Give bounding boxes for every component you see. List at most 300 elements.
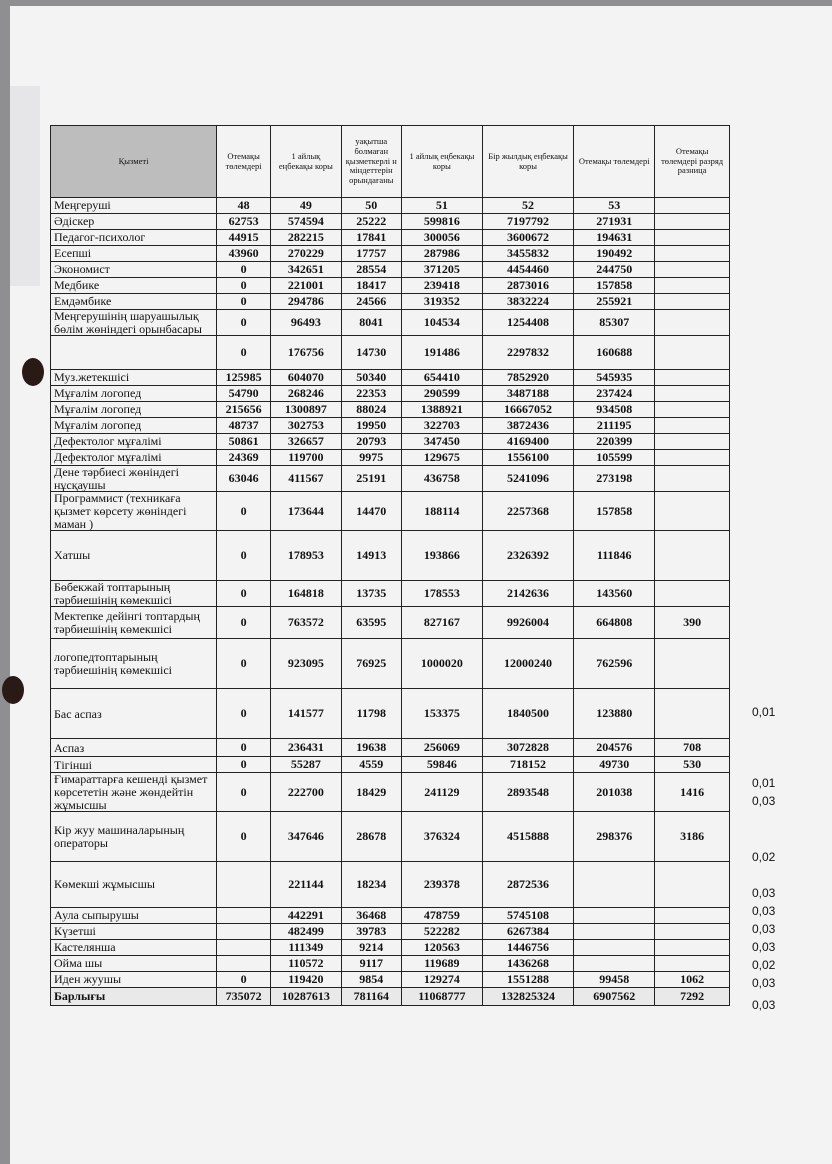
value-cell-c6: 85307 [574, 310, 655, 336]
value-cell-c4: 376324 [401, 812, 482, 862]
position-name-cell: Меңгеруші [51, 198, 217, 214]
value-cell-c1: 0 [217, 310, 271, 336]
position-name-cell: Педагог-психолог [51, 230, 217, 246]
side-value: 0,03 [752, 998, 776, 1012]
side-value: 0,03 [752, 922, 776, 936]
value-cell-c6 [574, 924, 655, 940]
value-cell-c3: 19638 [341, 739, 401, 757]
value-cell-c3: 14470 [341, 492, 401, 531]
value-cell-c7 [655, 262, 730, 278]
column-header-c4: 1 айлық еңбекақы коры [401, 126, 482, 198]
position-name-cell: Аспаз [51, 739, 217, 757]
side-value: 0,02 [752, 958, 776, 972]
value-cell-c5: 6267384 [482, 924, 573, 940]
table-row [51, 370, 730, 386]
value-cell-c4: 188114 [401, 492, 482, 531]
position-name-cell: Мұғалім логопед [51, 418, 217, 434]
value-cell-c2: 294786 [271, 294, 342, 310]
value-cell-c2: 763572 [271, 607, 342, 639]
value-cell-c7: 7292 [655, 988, 730, 1006]
position-name-cell: Есепші [51, 246, 217, 262]
table-row [51, 940, 730, 956]
value-cell-c2: 119420 [271, 972, 342, 988]
value-cell-c3: 19950 [341, 418, 401, 434]
value-cell-c6: 160688 [574, 336, 655, 370]
value-cell-c2: 236431 [271, 739, 342, 757]
value-cell-c3: 20793 [341, 434, 401, 450]
value-cell-c3: 11798 [341, 689, 401, 739]
value-cell-c5: 9926004 [482, 607, 573, 639]
value-cell-c2: 342651 [271, 262, 342, 278]
position-name-cell: Күзетші [51, 924, 217, 940]
value-cell-c4: 599816 [401, 214, 482, 230]
value-cell-c6: 934508 [574, 402, 655, 418]
value-cell-c4: 120563 [401, 940, 482, 956]
value-cell-c7 [655, 230, 730, 246]
value-cell-c6: 211195 [574, 418, 655, 434]
value-cell-c1: 0 [217, 581, 271, 607]
value-cell-c3: 25222 [341, 214, 401, 230]
value-cell-c3: 18234 [341, 862, 401, 908]
value-cell-c2: 574594 [271, 214, 342, 230]
value-cell-c6: 273198 [574, 466, 655, 492]
value-cell-c7 [655, 336, 730, 370]
value-cell-c3: 17841 [341, 230, 401, 246]
value-cell-c1: 44915 [217, 230, 271, 246]
table-row [51, 450, 730, 466]
value-cell-c3: 22353 [341, 386, 401, 402]
value-cell-c5: 7852920 [482, 370, 573, 386]
value-cell-c1: 48 [217, 198, 271, 214]
value-cell-c6: 111846 [574, 531, 655, 581]
value-cell-c3: 24566 [341, 294, 401, 310]
position-name-cell: Мұғалім логопед [51, 386, 217, 402]
value-cell-c1: 215656 [217, 402, 271, 418]
table-row [51, 434, 730, 450]
value-cell-c2: 176756 [271, 336, 342, 370]
value-cell-c1 [217, 908, 271, 924]
value-cell-c4: 290599 [401, 386, 482, 402]
value-cell-c6: 271931 [574, 214, 655, 230]
value-cell-c4: 129274 [401, 972, 482, 988]
value-cell-c5: 2297832 [482, 336, 573, 370]
table-row [51, 294, 730, 310]
value-cell-c5: 2893548 [482, 773, 573, 812]
value-cell-c4: 59846 [401, 757, 482, 773]
value-cell-c5: 3600672 [482, 230, 573, 246]
value-cell-c7 [655, 956, 730, 972]
side-value: 0,03 [752, 904, 776, 918]
value-cell-c2: 1300897 [271, 402, 342, 418]
value-cell-c7 [655, 924, 730, 940]
position-name-cell: Кастелянша [51, 940, 217, 956]
value-cell-c1: 0 [217, 262, 271, 278]
table-row [51, 386, 730, 402]
value-cell-c7: 708 [655, 739, 730, 757]
table-row [51, 230, 730, 246]
value-cell-c6: 190492 [574, 246, 655, 262]
value-cell-c2: 222700 [271, 773, 342, 812]
position-name-cell: Муз.жетекшісі [51, 370, 217, 386]
value-cell-c7 [655, 581, 730, 607]
position-name-cell: Ойма шы [51, 956, 217, 972]
value-cell-c5: 12000240 [482, 639, 573, 689]
value-cell-c2: 923095 [271, 639, 342, 689]
value-cell-c1: 0 [217, 639, 271, 689]
value-cell-c2: 55287 [271, 757, 342, 773]
value-cell-c2: 164818 [271, 581, 342, 607]
table-row [51, 336, 730, 370]
value-cell-c2: 110572 [271, 956, 342, 972]
value-cell-c5: 2257368 [482, 492, 573, 531]
value-cell-c7 [655, 214, 730, 230]
position-name-cell: Дене тәрбиесі жөніндегі нұсқаушы [51, 466, 217, 492]
value-cell-c4: 1000020 [401, 639, 482, 689]
column-header-c5: Бір жылдық еңбекақы коры [482, 126, 573, 198]
value-cell-c7 [655, 862, 730, 908]
value-cell-c3: 39783 [341, 924, 401, 940]
table-row [51, 739, 730, 757]
value-cell-c2: 221144 [271, 862, 342, 908]
table-row [51, 812, 730, 862]
value-cell-c1: 0 [217, 278, 271, 294]
value-cell-c6: 762596 [574, 639, 655, 689]
table-row [51, 972, 730, 988]
value-cell-c7 [655, 450, 730, 466]
value-cell-c7 [655, 198, 730, 214]
value-cell-c1: 24369 [217, 450, 271, 466]
value-cell-c6 [574, 862, 655, 908]
position-name-cell: Хатшы [51, 531, 217, 581]
value-cell-c5: 4515888 [482, 812, 573, 862]
value-cell-c7 [655, 278, 730, 294]
value-cell-c4: 241129 [401, 773, 482, 812]
value-cell-c3: 9854 [341, 972, 401, 988]
value-cell-c7 [655, 940, 730, 956]
value-cell-c3: 8041 [341, 310, 401, 336]
value-cell-c4: 119689 [401, 956, 482, 972]
table-row [51, 773, 730, 812]
value-cell-c3: 9117 [341, 956, 401, 972]
position-name-cell: Әдіскер [51, 214, 217, 230]
page-fold-shadow [10, 86, 40, 286]
table-row [51, 262, 730, 278]
value-cell-c6 [574, 956, 655, 972]
position-name-cell: Программист (техникаға қызмет көрсету жөніндегі маман ) [51, 492, 217, 531]
value-cell-c4: 1388921 [401, 402, 482, 418]
value-cell-c5: 2326392 [482, 531, 573, 581]
value-cell-c5: 1254408 [482, 310, 573, 336]
value-cell-c7 [655, 492, 730, 531]
position-name-cell: Мектепке дейінгі топтардың тәрбиешінің көмекшісі [51, 607, 217, 639]
value-cell-c1 [217, 956, 271, 972]
value-cell-c1: 62753 [217, 214, 271, 230]
table-row [51, 198, 730, 214]
position-name-cell: Меңгерушінің шаруашылық бөлім жөніндегі орынбасары [51, 310, 217, 336]
value-cell-c7 [655, 418, 730, 434]
value-cell-c2: 96493 [271, 310, 342, 336]
position-name-cell: Ғимараттарға кешенді қызмет көрсететін және жөндейтін жұмысшы [51, 773, 217, 812]
value-cell-c1: 0 [217, 607, 271, 639]
value-cell-c2: 268246 [271, 386, 342, 402]
value-cell-c2: 10287613 [271, 988, 342, 1006]
value-cell-c5: 4454460 [482, 262, 573, 278]
value-cell-c6: 664808 [574, 607, 655, 639]
value-cell-c6: 105599 [574, 450, 655, 466]
table-row [51, 862, 730, 908]
value-cell-c5: 3832224 [482, 294, 573, 310]
value-cell-c4: 371205 [401, 262, 482, 278]
value-cell-c5: 1446756 [482, 940, 573, 956]
value-cell-c3: 28678 [341, 812, 401, 862]
value-cell-c3: 18429 [341, 773, 401, 812]
column-header-c7: Отемақы төлемдері разряд разница [655, 126, 730, 198]
value-cell-c7 [655, 294, 730, 310]
value-cell-c4: 11068777 [401, 988, 482, 1006]
value-cell-c4: 478759 [401, 908, 482, 924]
value-cell-c5: 3487188 [482, 386, 573, 402]
value-cell-c1: 50861 [217, 434, 271, 450]
value-cell-c5: 2142636 [482, 581, 573, 607]
value-cell-c1 [217, 924, 271, 940]
value-cell-c5: 3072828 [482, 739, 573, 757]
value-cell-c1: 0 [217, 812, 271, 862]
value-cell-c1: 0 [217, 336, 271, 370]
column-header-c1: Отемақы төлемдері [217, 126, 271, 198]
value-cell-c3: 50340 [341, 370, 401, 386]
position-name-cell: Тігінші [51, 757, 217, 773]
value-cell-c6 [574, 908, 655, 924]
value-cell-c5: 2872536 [482, 862, 573, 908]
table-row [51, 246, 730, 262]
table-row [51, 531, 730, 581]
value-cell-c7: 530 [655, 757, 730, 773]
value-cell-c3: 4559 [341, 757, 401, 773]
value-cell-c3: 9975 [341, 450, 401, 466]
value-cell-c7 [655, 434, 730, 450]
table-row [51, 757, 730, 773]
side-value: 0,01 [752, 776, 776, 790]
position-name-cell: Медбике [51, 278, 217, 294]
value-cell-c6: 123880 [574, 689, 655, 739]
table-row [51, 908, 730, 924]
value-cell-c6: 6907562 [574, 988, 655, 1006]
value-cell-c3: 25191 [341, 466, 401, 492]
value-cell-c4: 153375 [401, 689, 482, 739]
value-cell-c6: 237424 [574, 386, 655, 402]
value-cell-c3: 781164 [341, 988, 401, 1006]
table-row [51, 402, 730, 418]
value-cell-c4: 322703 [401, 418, 482, 434]
total-row [51, 988, 730, 1006]
salary-table [50, 125, 730, 1006]
value-cell-c5: 7197792 [482, 214, 573, 230]
value-cell-c7 [655, 310, 730, 336]
value-cell-c2: 178953 [271, 531, 342, 581]
value-cell-c3: 18417 [341, 278, 401, 294]
value-cell-c7 [655, 531, 730, 581]
value-cell-c2: 119700 [271, 450, 342, 466]
position-name-cell [51, 336, 217, 370]
table-row [51, 689, 730, 739]
value-cell-c1: 125985 [217, 370, 271, 386]
side-value: 0,03 [752, 794, 776, 808]
table-row [51, 418, 730, 434]
value-cell-c1: 63046 [217, 466, 271, 492]
value-cell-c1: 0 [217, 739, 271, 757]
value-cell-c3: 9214 [341, 940, 401, 956]
value-cell-c4: 129675 [401, 450, 482, 466]
value-cell-c3: 14913 [341, 531, 401, 581]
table-row [51, 310, 730, 336]
value-cell-c5: 718152 [482, 757, 573, 773]
position-name-cell: Барлығы [51, 988, 217, 1006]
value-cell-c6: 194631 [574, 230, 655, 246]
table-row [51, 956, 730, 972]
value-cell-c6: 201038 [574, 773, 655, 812]
value-cell-c7 [655, 689, 730, 739]
value-cell-c6: 255921 [574, 294, 655, 310]
value-cell-c2: 442291 [271, 908, 342, 924]
table-row [51, 278, 730, 294]
value-cell-c5: 1556100 [482, 450, 573, 466]
value-cell-c2: 302753 [271, 418, 342, 434]
value-cell-c6: 298376 [574, 812, 655, 862]
punch-hole [22, 358, 44, 386]
value-cell-c7 [655, 370, 730, 386]
position-name-cell: Экономист [51, 262, 217, 278]
table-row [51, 924, 730, 940]
value-cell-c6: 53 [574, 198, 655, 214]
value-cell-c1 [217, 862, 271, 908]
value-cell-c5: 132825324 [482, 988, 573, 1006]
value-cell-c5: 3455832 [482, 246, 573, 262]
side-value: 0,02 [752, 850, 776, 864]
table-row [51, 581, 730, 607]
value-cell-c3: 17757 [341, 246, 401, 262]
value-cell-c5: 5745108 [482, 908, 573, 924]
value-cell-c2: 604070 [271, 370, 342, 386]
value-cell-c3: 13735 [341, 581, 401, 607]
position-name-cell: Иден жуушы [51, 972, 217, 988]
value-cell-c4: 300056 [401, 230, 482, 246]
column-header-c6: Отемақы төлемдері [574, 126, 655, 198]
value-cell-c3: 76925 [341, 639, 401, 689]
value-cell-c2: 482499 [271, 924, 342, 940]
value-cell-c2: 411567 [271, 466, 342, 492]
value-cell-c4: 256069 [401, 739, 482, 757]
value-cell-c4: 436758 [401, 466, 482, 492]
value-cell-c7: 1062 [655, 972, 730, 988]
value-cell-c1: 0 [217, 757, 271, 773]
value-cell-c6: 49730 [574, 757, 655, 773]
side-value: 0,01 [752, 705, 776, 719]
value-cell-c2: 347646 [271, 812, 342, 862]
value-cell-c3: 36468 [341, 908, 401, 924]
value-cell-c6: 157858 [574, 492, 655, 531]
value-cell-c1: 43960 [217, 246, 271, 262]
value-cell-c6: 157858 [574, 278, 655, 294]
side-value: 0,03 [752, 886, 776, 900]
position-name-cell: логопедтоптарының тәрбиешінің көмекшісі [51, 639, 217, 689]
value-cell-c5: 1551288 [482, 972, 573, 988]
position-name-cell: Дефектолог мұғалімі [51, 434, 217, 450]
value-cell-c1: 0 [217, 773, 271, 812]
value-cell-c1: 48737 [217, 418, 271, 434]
value-cell-c2: 141577 [271, 689, 342, 739]
value-cell-c4: 522282 [401, 924, 482, 940]
value-cell-c5: 4169400 [482, 434, 573, 450]
table-row [51, 639, 730, 689]
value-cell-c4: 827167 [401, 607, 482, 639]
value-cell-c5: 1840500 [482, 689, 573, 739]
value-cell-c5: 3872436 [482, 418, 573, 434]
value-cell-c7 [655, 386, 730, 402]
position-name-cell: Дефектолог мұғалімі [51, 450, 217, 466]
value-cell-c7: 1416 [655, 773, 730, 812]
table-row [51, 466, 730, 492]
value-cell-c3: 50 [341, 198, 401, 214]
value-cell-c4: 347450 [401, 434, 482, 450]
column-header-c2: 1 айлық еңбекақы коры [271, 126, 342, 198]
value-cell-c3: 88024 [341, 402, 401, 418]
value-cell-c4: 239378 [401, 862, 482, 908]
value-cell-c5: 16667052 [482, 402, 573, 418]
position-name-cell: Емдәмбике [51, 294, 217, 310]
value-cell-c1: 0 [217, 531, 271, 581]
value-cell-c1: 0 [217, 294, 271, 310]
value-cell-c1: 0 [217, 972, 271, 988]
side-value: 0,03 [752, 976, 776, 990]
value-cell-c3: 28554 [341, 262, 401, 278]
value-cell-c2: 221001 [271, 278, 342, 294]
position-name-cell: Бөбекжай топтарының тәрбиешінің көмекшісі [51, 581, 217, 607]
value-cell-c4: 51 [401, 198, 482, 214]
value-cell-c2: 282215 [271, 230, 342, 246]
value-cell-c3: 63595 [341, 607, 401, 639]
value-cell-c5: 2873016 [482, 278, 573, 294]
value-cell-c2: 326657 [271, 434, 342, 450]
value-cell-c4: 319352 [401, 294, 482, 310]
position-name-cell: Мұғалім логопед [51, 402, 217, 418]
value-cell-c7 [655, 639, 730, 689]
value-cell-c7 [655, 246, 730, 262]
value-cell-c6: 143560 [574, 581, 655, 607]
side-value: 0,03 [752, 940, 776, 954]
value-cell-c4: 178553 [401, 581, 482, 607]
value-cell-c6: 99458 [574, 972, 655, 988]
value-cell-c5: 5241096 [482, 466, 573, 492]
punch-hole [2, 676, 24, 704]
value-cell-c6: 545935 [574, 370, 655, 386]
value-cell-c7: 390 [655, 607, 730, 639]
table-row [51, 607, 730, 639]
position-name-cell: Аула сыпырушы [51, 908, 217, 924]
position-name-cell: Бас аспаз [51, 689, 217, 739]
table-row [51, 214, 730, 230]
value-cell-c5: 52 [482, 198, 573, 214]
value-cell-c4: 193866 [401, 531, 482, 581]
value-cell-c6: 204576 [574, 739, 655, 757]
value-cell-c7 [655, 466, 730, 492]
column-header-c3: уақытша болмаған қызметкерлі н міндеттерін орындағаны [341, 126, 401, 198]
value-cell-c1: 0 [217, 689, 271, 739]
value-cell-c2: 173644 [271, 492, 342, 531]
value-cell-c7: 3186 [655, 812, 730, 862]
column-header-name: Қызметі [51, 126, 217, 198]
value-cell-c6: 244750 [574, 262, 655, 278]
table-row [51, 492, 730, 531]
